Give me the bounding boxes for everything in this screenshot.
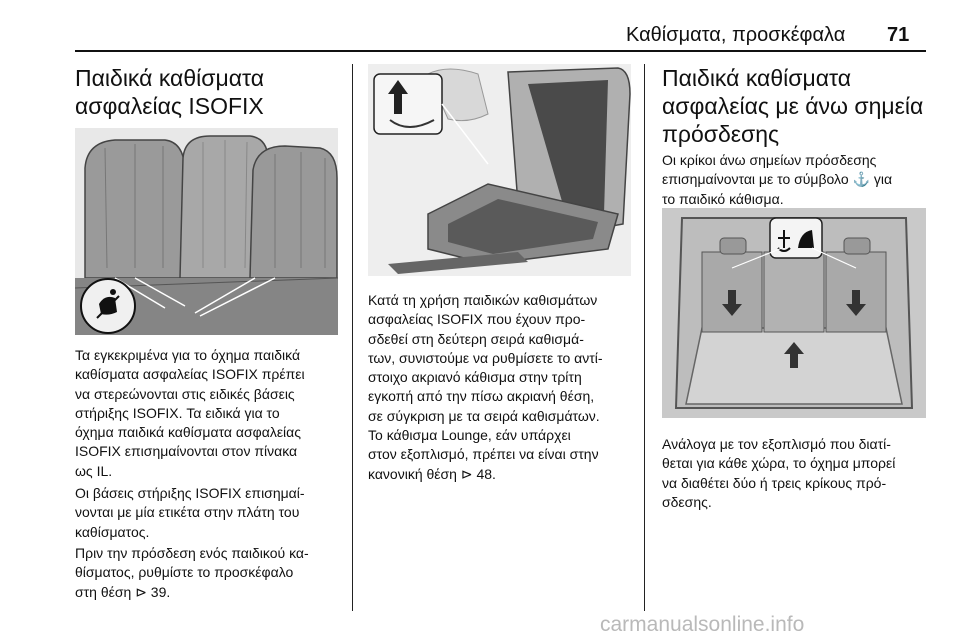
left-paragraph-2: [75, 484, 305, 542]
page-number: 71: [887, 24, 910, 46]
text-line: σε σύγκριση με τα σειρά καθισμάτων.: [368, 407, 600, 424]
text-line: Το κάθισμα Lounge, εάν υπάρχει: [368, 427, 571, 444]
text-line: στον εξοπλισμό, πρέπει να είναι στην: [368, 446, 599, 463]
text-line: των, συνιστούμε να ρυθμίσετε το αντί-: [368, 349, 603, 366]
right-intro-paragraph: [662, 151, 892, 209]
text-line: σδεσης.: [662, 493, 712, 510]
text-line: ISOFIX επισημαίνονται στον πίνακα: [75, 443, 298, 460]
text-line: Οι βάσεις στήριξης ISOFIX επισημαί-: [75, 485, 305, 501]
column-divider-2: [644, 64, 645, 611]
text-line: Τα εγκεκριμένα για το όχημα παιδικά: [75, 347, 301, 363]
text-line: καθίσματα ασφαλείας ISOFIX πρέπει: [75, 366, 305, 383]
right-heading-line-3: πρόσδεσης: [662, 121, 780, 147]
left-paragraph-1: [75, 346, 305, 481]
text-line: ως IL.: [75, 462, 113, 479]
left-heading-line-1: Παιδικά καθίσματα: [75, 65, 265, 91]
text-line: επισημαίνονται με το σύμβολο ⚓ για: [662, 171, 893, 188]
text-line: να διαθέτει δύο ή τρεις κρίκους πρό-: [662, 474, 887, 491]
isofix-rear-seats-figure: [75, 128, 338, 335]
seat-adjust-figure: [368, 64, 631, 276]
middle-paragraph: [368, 291, 603, 484]
text-line: Ανάλογα με τον εξοπλισμό που διατί-: [662, 436, 891, 452]
left-section-heading: [75, 64, 264, 120]
text-line: εγκοπή από την πίσω ακριανή θέση,: [368, 388, 595, 405]
text-line: ασφαλείας ISOFIX που έχουν προ-: [368, 311, 586, 328]
left-paragraph-3: [75, 544, 309, 602]
text-line: όχημα παιδικά καθίσματα ασφαλείας: [75, 424, 302, 441]
text-line: στη θέση ⊳ 39.: [75, 583, 171, 600]
text-line: στοιχο ακριανό κάθισμα στην τρίτη: [368, 369, 582, 386]
text-line: Κατά τη χρήση παιδικών καθισμάτων: [368, 292, 598, 308]
right-section-heading: [662, 64, 923, 148]
right-paragraph: [662, 435, 895, 512]
watermark: carmanualsonline.info: [600, 613, 805, 636]
right-heading-line-2: ασφαλείας με άνω σημεία: [662, 93, 924, 119]
text-line: καθίσματος.: [75, 523, 150, 540]
top-tether-figure: [662, 208, 926, 418]
text-line: σδεθεί στη δεύτερη σειρά καθισμά-: [368, 330, 584, 347]
text-line: το παιδικό κάθισμα.: [662, 190, 784, 207]
text-line: θίσματος, ρυθμίστε το προσκέφαλο: [75, 564, 294, 581]
text-line: κανονική θέση ⊳ 48.: [368, 465, 496, 482]
header-rule: [75, 50, 926, 52]
text-line: νονται με μία ετικέτα στην πλάτη του: [75, 504, 300, 521]
text-line: στήριξης ISOFIX. Τα ειδικά για το: [75, 404, 280, 421]
left-heading-line-2: ασφαλείας ISOFIX: [75, 93, 264, 119]
column-divider-1: [352, 64, 353, 611]
text-line: να στερεώνονται στις ειδικές βάσεις: [75, 385, 295, 402]
text-line: θεται για κάθε χώρα, το όχημα μπορεί: [662, 455, 896, 472]
text-line: Πριν την πρόσδεση ενός παιδικού κα-: [75, 545, 309, 561]
right-heading-line-1: Παιδικά καθίσματα: [662, 65, 852, 91]
running-header-title: Καθίσματα, προσκέφαλα: [626, 24, 846, 46]
text-line: Οι κρίκοι άνω σημείων πρόσδεσης: [662, 152, 877, 168]
